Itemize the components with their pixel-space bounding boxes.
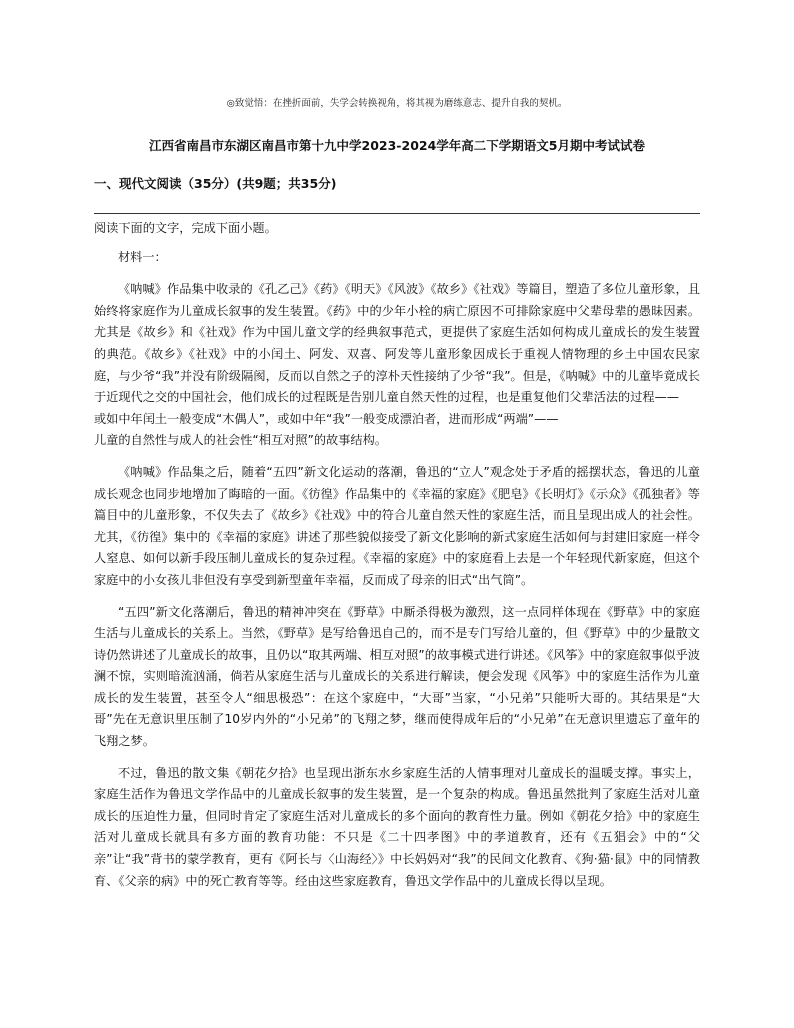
paragraph-1 (94, 279, 700, 452)
material-label: 材料一： (118, 249, 167, 264)
paragraph-1-line2: 或如中年闰土一般变成“木偶人”，或如中年“我”一般变成漂泊者，进而形成“两端”—— (94, 411, 559, 426)
paragraph-2: 《呐喊》作品集之后，随着“五四”新文化运动的落潮，鲁迅的“立人”观念处于矛盾的摇摆状态，鲁迅的儿童成长观念也同步地增加了晦暗的一面。《彷徨》作品集中的《幸福的家庭》《肥皂》《长明灯》《示众》《孤独者》等篇目中的儿童形象，不仅失去了《故乡》《社戏》中的符合儿童自然天性的家庭生活，而且呈现出成人的社会性。尤其，《彷徨》集中的《幸福的家庭》讲述了那些貌似接受了新文化影响的新式家庭生活如何与封建旧家庭一样令人窒息、如何以新手段压制儿童成长的复杂过程。《幸福的家庭》中的家庭看上去是一个年轻现代新家庭，但这个家庭中的小女孩儿非但没有享受到新型童年幸福，反而成了母亲的旧式“出气筒”。 (94, 464, 700, 587)
paragraph-1-text: 《呐喊》作品集中收录的《孔乙己》《药》《明天》《风波》《故乡》《社戏》等篇目，塑造了多位儿童形象，且始终将家庭作为儿童成长叙事的发生装置。《药》中的少年小栓的病亡原因不可排除家庭中父辈母辈的愚昧因素。尤其是《故乡》和《社戏》作为中国儿童文学的经典叙事范式，更提供了家庭生活如何构成儿童成长的发生装置的典范。《故乡》《社戏》中的小闰土、阿发、双喜、阿发等儿童形象因成长于重视人情物理的乡土中国农民家庭，与少爷“我”并没有阶级隔阂，反而以自然之子的淳朴天性接纳了少爷“我”。但是，《呐喊》中的儿童毕竟成长于近现代之交的中国社会，他们成长的过程既是告别儿童自然天性的过程，也是重复他们父辈活法的过程—— (94, 282, 700, 405)
header-motto: ◎致觉悟：在挫折面前，失学会转换视角，将其视为磨练意志、提升自我的契机。 (226, 98, 568, 109)
paragraph-3: “五四”新文化落潮后，鲁迅的精神冲突在《野草》中厮杀得极为激烈，这一点同样体现在《野草》中的家庭生活与儿童成长的关系上。当然，《野草》是写给鲁迅自己的，而不是专门写给儿童的，但《野草》中的少量散文诗仍然讲述了儿童成长的故事，且仍以“取其两端、相互对照”的故事模式进行讲述。《风筝》中的家庭叙事似乎波澜不惊，实则暗流汹涌，倘若从家庭生活与儿童成长的关系进行解读，便会发现《风筝》中的家庭生活作为儿童成长的发生装置，甚至令人“细思极恐”：在这个家庭中，“大哥”当家，“小兄弟”只能听大哥的。其结果是“大哥”先在无意识里压制了10岁内外的“小兄弟”的飞翔之梦，继而使得成年后的“小兄弟”在无意识里遗忘了童年的飞翔之梦。 (94, 604, 700, 749)
divider (94, 213, 700, 214)
section-heading: 一、现代文阅读（35分）(共9题；共35分) (94, 176, 337, 191)
reading-passage (94, 218, 700, 902)
instruction: 阅读下面的文字，完成下面小题。 (94, 221, 277, 235)
paragraph-1-line3: 儿童的自然性与成人的社会性“相互对照”的故事结构。 (94, 433, 387, 448)
exam-title: 江西省南昌市东湖区南昌市第十九中学2023-2024学年高二下学期语文5月期中考试试卷 (149, 138, 645, 153)
paragraph-4: 不过，鲁迅的散文集《朝花夕拾》也呈现出浙东水乡家庭生活的人情事理对儿童成长的温暖支撑。事实上，家庭生活作为鲁迅文学作品中的儿童成长叙事的发生装置，是一个复杂的构成。鲁迅虽然批判了家庭生活对儿童成长的压迫性力量，但同时肯定了家庭生活对儿童成长的多个面向的教育性力量。例如《朝花夕拾》中的家庭生活对儿童成长就具有多方面的教育功能：不只是《二十四孝图》中的孝道教育，还有《五猖会》中的“父亲”让“我”背书的蒙学教育，更有《阿长与〈山海经〉》中长妈妈对“我”的民间文化教育、《狗·猫·鼠》中的同情教育、《父亲的病》中的死亡教育等等。经由这些家庭教育，鲁迅文学作品中的儿童成长得以呈现。 (94, 765, 700, 888)
